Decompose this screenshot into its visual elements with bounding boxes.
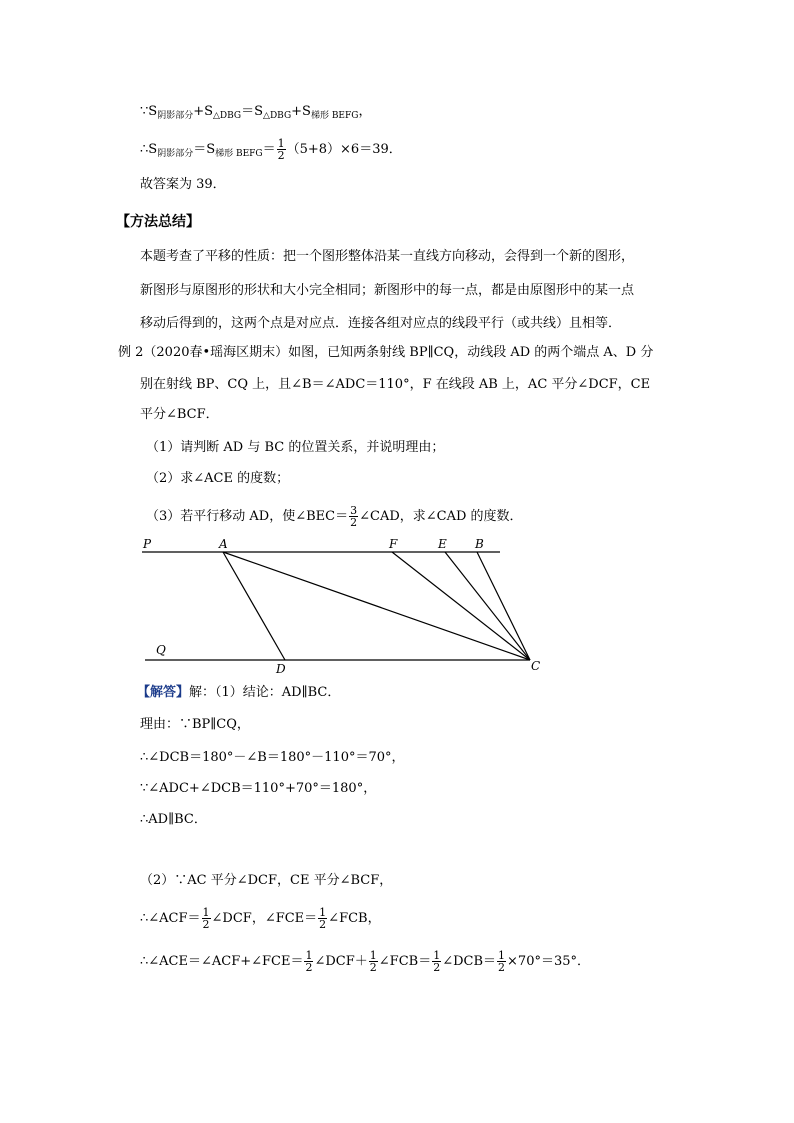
text: ∴∠ACE＝∠ACF+∠FCE＝ [140, 954, 304, 969]
fraction-half: $\frac{1}{2}$ [498, 949, 506, 974]
answer-line [140, 907, 381, 930]
label-c: C [531, 659, 541, 673]
segment-ac [223, 552, 530, 660]
question-2: （2）求∠ACE 的度数； [146, 471, 290, 486]
text: +S [291, 104, 311, 119]
answer-39: 故答案为 39． [140, 177, 226, 192]
answer-line: ∵∠ADC+∠DCB＝110°+70°＝180°， [140, 781, 377, 796]
text: ＝S [241, 104, 264, 119]
section-heading: 【方法总结】 [116, 214, 200, 230]
text: （5+8）×6＝39． [286, 142, 402, 157]
answer-tag: 【解答】 [137, 685, 190, 700]
question-1: （1）请判断 AD 与 BC 的位置关系，并说明理由； [146, 440, 445, 455]
text: +S [193, 104, 214, 119]
segment-fc [392, 552, 530, 660]
label-a: A [219, 537, 228, 551]
answer-intro [137, 683, 340, 703]
label-f: F [389, 537, 398, 551]
text: ×70°＝35°． [507, 954, 591, 969]
summary-line: 新图形与原图形的形状和大小完全相同；新图形中的每一点，都是由原图形中的某一点 [140, 283, 635, 298]
example-line: 例 2（2020春•瑶海区期末）如图，已知两条射线 BP∥CQ，动线段 AD 的两个端点 A、D 分 [118, 345, 654, 360]
text: ， [358, 104, 372, 119]
answer-line: （2）∵AC 平分∠DCF，CE 平分∠BCF， [140, 873, 393, 888]
shaded-area-result [140, 138, 402, 164]
answer-line [140, 950, 590, 973]
subscript: △DBG [213, 111, 242, 121]
label-e: E [438, 537, 447, 551]
text: ∠FCB， [328, 911, 381, 926]
fraction-half: $\frac{1}{2}$ [369, 949, 377, 974]
text: ∵S [140, 104, 158, 119]
fraction-half: $\frac{1}{2}$ [433, 949, 441, 974]
answer-line: ∴∠DCB＝180°－∠B＝180°－110°＝70°， [140, 750, 405, 765]
example-line: 平分∠BCF． [140, 407, 219, 422]
answer-line: 理由：∵BP∥CQ， [140, 717, 250, 732]
label-b: B [475, 537, 484, 551]
subscript: 梯形 BEFG [215, 149, 263, 159]
text: ∠FCB＝ [378, 954, 432, 969]
segment-ad [223, 552, 285, 660]
text: ∠CAD，求∠CAD 的度数． [359, 509, 523, 524]
fraction-half: $\frac{1}{2}$ [305, 949, 313, 974]
text: ∴S [140, 142, 158, 157]
fraction-three-halves: $\frac{3}{2}$ [350, 504, 358, 529]
text: ∠DCF＋ [314, 954, 368, 969]
text: ＝S [193, 142, 216, 157]
label-p: P [143, 537, 152, 551]
text: ∴∠ACF＝ [140, 911, 201, 926]
text: ∠DCF，∠FCE＝ [211, 911, 318, 926]
label-q: Q [156, 643, 166, 657]
text: ∠DCB＝ [442, 954, 497, 969]
text: ＝ [262, 142, 276, 157]
text: 解：（1）结论：AD∥BC． [189, 685, 341, 700]
example-line: 别在射线 BP、CQ 上，且∠B＝∠ADC＝110°，F 在线段 AB 上，AC 平分∠DCF，CE [140, 377, 651, 392]
subscript: 阴影部分 [157, 111, 194, 121]
summary-line: 本题考查了平移的性质：把一个图形整体沿某一直线方向移动，会得到一个新的图形， [140, 249, 635, 264]
question-3 [146, 505, 523, 528]
subscript: 梯形 BEFG [310, 111, 359, 121]
fraction-half: $\frac{1}{2}$ [202, 906, 210, 931]
text: （3）若平行移动 AD，使∠BEC＝ [146, 509, 349, 524]
subscript: △DBG [263, 111, 292, 121]
segment-ec [445, 552, 530, 660]
subscript: 阴影部分 [157, 149, 194, 159]
fraction-half: $\frac{1}{2}$ [277, 137, 285, 162]
answer-line: ∴AD∥BC． [140, 812, 207, 827]
geometry-figure [0, 530, 794, 680]
summary-line: 移动后得到的，这两个点是对应点．连接各组对应点的线段平行（或共线）且相等． [140, 316, 622, 331]
fraction-half: $\frac{1}{2}$ [319, 906, 327, 931]
shaded-area-equation [140, 102, 371, 126]
label-d: D [276, 662, 286, 676]
